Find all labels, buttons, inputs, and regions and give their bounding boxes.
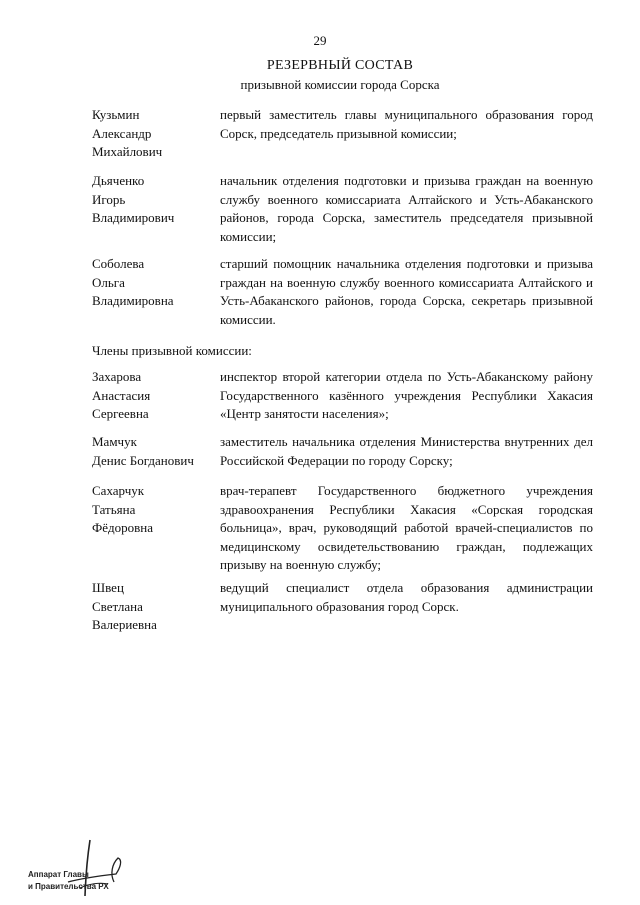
stamp-line: и Правительства РХ — [28, 882, 109, 891]
document-title: РЕЗЕРВНЫЙ СОСТАВ — [266, 58, 414, 73]
stamp-line: Аппарат Главы — [28, 870, 89, 879]
person-role: заместитель начальника отделения Министерства внутренних дел Российской Федерации по городу Сорску; — [220, 434, 593, 468]
person-role: первый заместитель главы муниципального образования город Сорск, председатель призывной комиссии; — [220, 107, 593, 141]
person-role: старший помощник начальника отделения подготовки и призыва граждан на военную службу военного комиссариата Алтайского и Усть-Абаканского районов, города Сорска, секретарь призывной комиссии. — [220, 256, 593, 327]
person-name: Мамчук Денис Богданович — [92, 434, 194, 468]
person-role: ведущий специалист отдела образования администрации муниципального образования город Сорск. — [220, 580, 593, 614]
person-name: Соболева Ольга Владимировна — [92, 256, 174, 308]
person-name: Захарова Анастасия Сергеевна — [92, 369, 151, 421]
person-name: Швец Светлана Валериевна — [92, 580, 157, 632]
person-name: Дьяченко Игорь Владимирович — [92, 173, 175, 225]
members-heading: Члены призывной комиссии: — [92, 343, 252, 358]
document-subtitle: призывной комиссии города Сорска — [240, 77, 440, 92]
person-role: инспектор второй категории отдела по Усть-Абаканскому району Государственного казённого учреждения Республики Хакасия «Центр занятости населения»; — [220, 369, 593, 421]
page-number: 29 — [313, 33, 327, 48]
person-role: врач-терапевт Государственного бюджетного учреждения здравоохранения Республики Хакасия «Сорская городская больница», врач, руководящий работой врачей-специалистов по медицинскому освидетельствованию граждан, подлежащих призыву на военную службу; — [220, 483, 593, 572]
person-name: Кузьмин Александр Михайлович — [92, 107, 163, 159]
person-role: начальник отделения подготовки и призыва граждан на военную службу военного комиссариата Алтайского и Усть-Абаканского районов, города Сорска, заместитель председателя призывной комиссии; — [220, 173, 593, 244]
person-name: Сахарчук Татьяна Фёдоровна — [92, 483, 154, 535]
